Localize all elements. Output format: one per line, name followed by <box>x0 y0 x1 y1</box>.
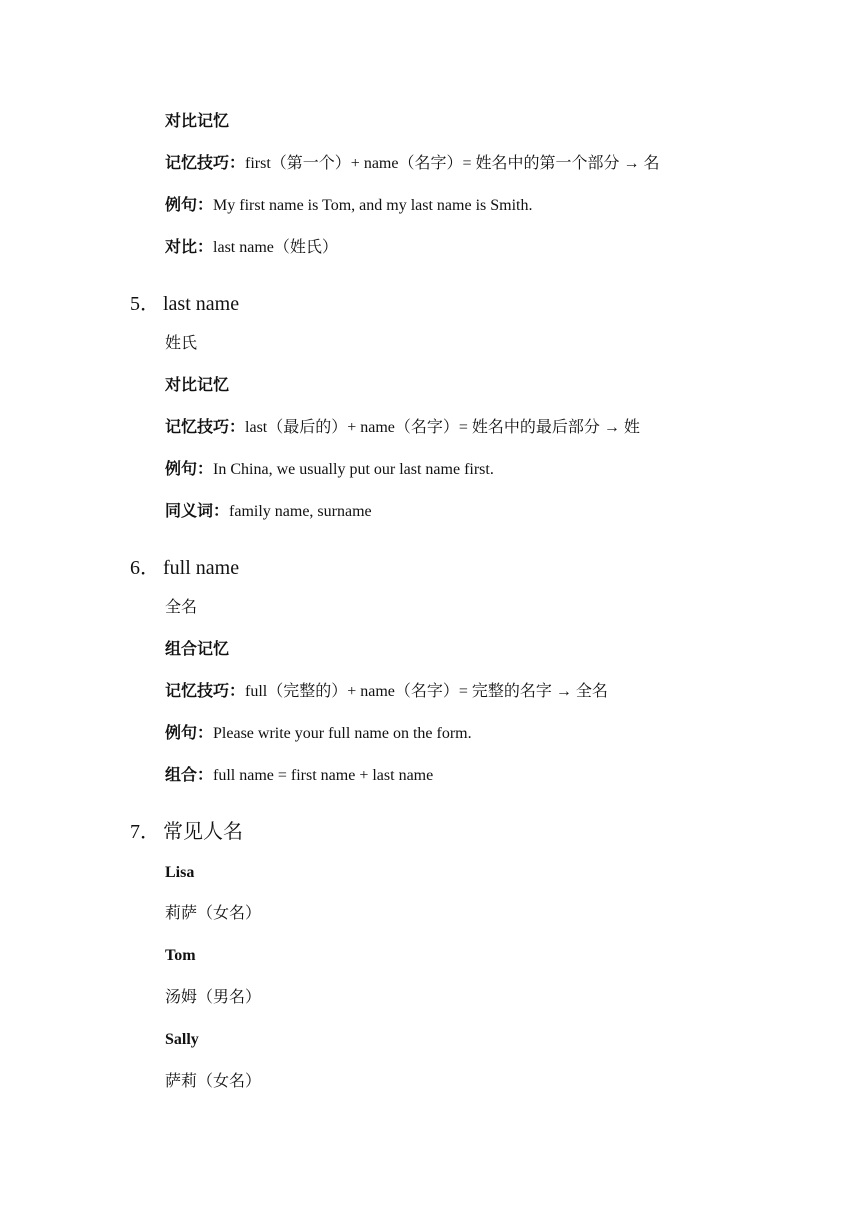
tip-label: 记忆技巧： <box>165 155 246 172</box>
section-number: 7． <box>130 821 160 843</box>
name-entry-title: Lisa <box>165 864 195 881</box>
section4-example <box>165 196 532 216</box>
tip-text: last（最后的）+ name（名字）= 姓名中的最后部分 → 姓 <box>245 419 640 436</box>
name-entry-title: Sally <box>165 1031 199 1048</box>
example-text: In China, we usually put our last name first. <box>213 461 494 478</box>
section-title: 常见人名 <box>163 821 243 843</box>
section-title: last name <box>163 293 240 315</box>
section6-combination <box>165 766 433 786</box>
tip-text: full（完整的）+ name（名字）= 完整的名字 → 全名 <box>245 683 608 700</box>
section4-tip <box>165 154 660 174</box>
section5-category: 对比记忆 <box>165 377 230 394</box>
section6-meaning: 全名 <box>165 599 198 616</box>
section7-heading <box>130 820 243 844</box>
name-entry-meaning: 汤姆（男名） <box>165 989 262 1006</box>
example-label: 例句： <box>165 197 214 214</box>
section4-category: 对比记忆 <box>165 113 230 130</box>
section5-synonyms <box>165 502 372 522</box>
section5-tip <box>165 418 640 438</box>
combination-label: 组合： <box>165 767 214 784</box>
tip-text: first（第一个）+ name（名字）= 姓名中的第一个部分 → 名 <box>245 155 660 172</box>
section6-category: 组合记忆 <box>165 641 230 658</box>
contrast-label: 对比： <box>165 239 214 256</box>
section-title: full name <box>163 557 240 579</box>
example-label: 例句： <box>165 725 214 742</box>
example-label: 例句： <box>165 461 214 478</box>
section6-heading <box>130 556 239 580</box>
section5-heading <box>130 292 239 316</box>
section5-example <box>165 460 494 480</box>
name-entry-meaning: 萨莉（女名） <box>165 1073 262 1090</box>
section-number: 6． <box>130 557 160 579</box>
example-text: My first name is Tom, and my last name is Smith. <box>213 197 533 214</box>
name-entry-meaning: 莉萨（女名） <box>165 905 262 922</box>
tip-label: 记忆技巧： <box>165 419 246 436</box>
section4-contrast <box>165 238 338 258</box>
example-text: Please write your full name on the form. <box>213 725 472 742</box>
section-number: 5． <box>130 293 160 315</box>
synonym-text: family name, surname <box>229 503 372 520</box>
section5-meaning: 姓氏 <box>165 335 198 352</box>
synonym-label: 同义词： <box>165 503 230 520</box>
tip-label: 记忆技巧： <box>165 683 246 700</box>
section6-tip <box>165 682 608 702</box>
combination-text: full name = first name + last name <box>213 767 434 784</box>
name-entry-title: Tom <box>165 947 196 964</box>
section6-example <box>165 724 472 744</box>
contrast-text: last name（姓氏） <box>213 239 338 256</box>
